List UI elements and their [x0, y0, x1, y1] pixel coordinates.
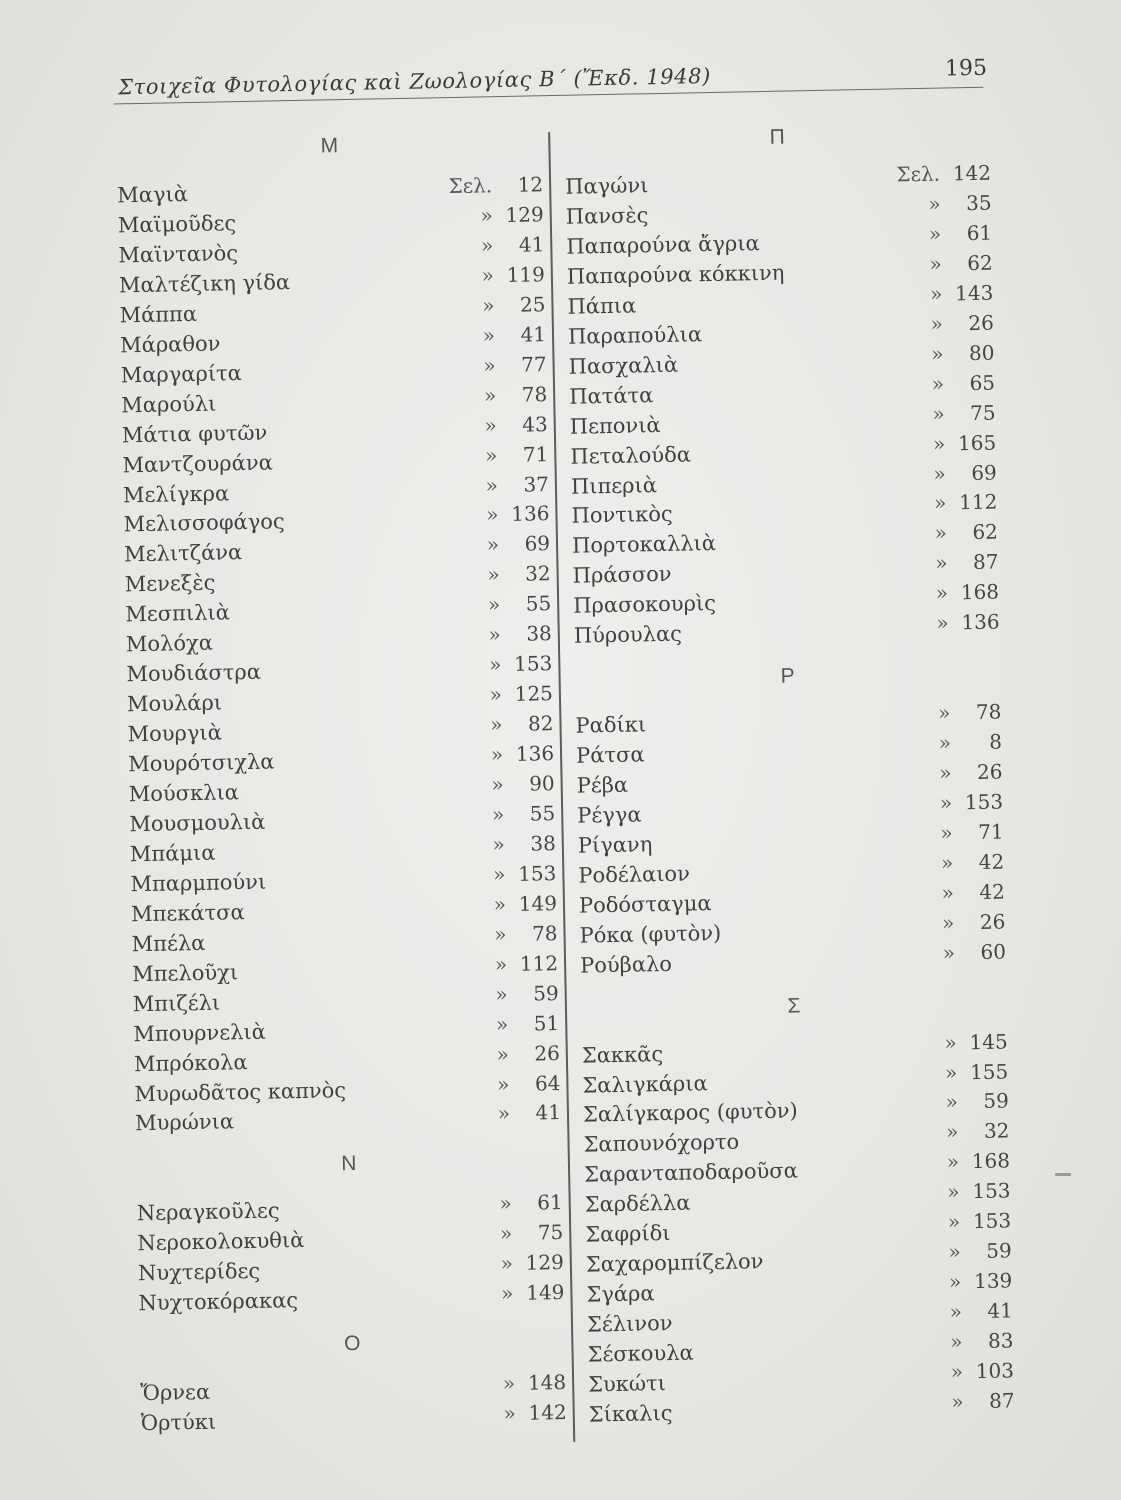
index-term: Πανσὲς: [565, 203, 649, 229]
index-term: Μαλτέζικη γίδα: [118, 269, 291, 298]
ditto-mark: »: [495, 1011, 509, 1036]
ditto-mark: »: [937, 700, 951, 725]
ditto-mark: »: [484, 442, 498, 467]
index-term: Μπέλα: [131, 930, 206, 957]
ditto-mark: »: [928, 221, 942, 246]
page-ref-number: 38: [530, 830, 557, 856]
index-term: Νεραγκοῦλες: [136, 1198, 280, 1226]
page-ref-number: 41: [535, 1100, 562, 1125]
index-term: Μάραθον: [119, 331, 221, 358]
section-letter-heading: Μ: [320, 134, 339, 158]
ditto-mark: »: [938, 730, 952, 755]
ditto-mark: »: [939, 790, 953, 815]
section-letter-heading: Π: [769, 125, 786, 149]
index-term: Πάπια: [567, 293, 637, 319]
index-term: Νυχτοκόρακας: [138, 1288, 299, 1316]
index-term: Μουδιάστρα: [126, 659, 262, 687]
index-term: Μυρώνια: [134, 1109, 235, 1136]
margin-mark: [1055, 1173, 1071, 1176]
index-term: Πεταλούδα: [570, 441, 692, 469]
ditto-mark: »: [945, 1089, 959, 1115]
index-term: Μάππα: [119, 301, 198, 328]
page-ref-number: 41: [518, 232, 545, 257]
index-term: Μεσπιλιὰ: [125, 600, 231, 627]
index-term: Ραδίκι: [575, 712, 647, 738]
page-ref-number: 43: [522, 411, 548, 437]
index-term: Σαφρίδι: [585, 1221, 671, 1247]
index-term: Μπεκάτσα: [130, 899, 245, 927]
page-ref-number: 60: [980, 939, 1007, 964]
index-term: Μαϊμοῦδες: [117, 211, 237, 238]
index-term: Μαγιὰ: [117, 182, 189, 208]
index-term: Σαλιγκάρια: [582, 1070, 708, 1098]
ditto-mark: »: [932, 401, 945, 426]
ditto-mark: »: [491, 772, 504, 797]
index-term: Μπρόκολα: [133, 1049, 248, 1076]
page-ref-number: 129: [525, 1250, 565, 1275]
index-term: Σέλινον: [586, 1311, 673, 1337]
index-term: Πασχαλιὰ: [568, 352, 679, 379]
ditto-mark: »: [941, 910, 955, 935]
page-ref-number: 26: [979, 909, 1006, 934]
index-term: Μελιτζάνα: [123, 540, 243, 567]
ditto-mark: »: [493, 891, 507, 917]
index-term: Νεροκολοκυθιὰ: [137, 1228, 305, 1256]
page-ref-number: 41: [520, 321, 547, 347]
ditto-mark: »: [494, 921, 507, 947]
ditto-mark: »: [949, 1299, 963, 1324]
index-term: Ρέβα: [576, 772, 629, 798]
ditto-mark: »: [947, 1209, 961, 1234]
index-term: Μενεξὲς: [124, 570, 216, 597]
section-letter-heading: Ρ: [780, 664, 795, 688]
index-term: Ποντικὸς: [571, 502, 673, 529]
index-term: Μουλάρι: [126, 690, 223, 717]
index-term: Ροδόσταγμα: [578, 890, 712, 918]
index-term: Σαπουνόχορτο: [583, 1130, 740, 1158]
index-term: Μπιζέλι: [132, 990, 221, 1016]
page-ref-number: 75: [969, 400, 996, 425]
ditto-mark: »: [946, 1149, 960, 1174]
index-term: Πιπεριὰ: [570, 472, 658, 499]
ditto-mark: »: [928, 191, 941, 216]
page-ref-label: Σελ.: [448, 173, 493, 199]
ditto-mark: »: [934, 520, 948, 546]
ditto-mark: »: [488, 652, 502, 677]
ditto-mark: »: [929, 281, 943, 306]
ditto-mark: »: [930, 311, 944, 336]
index-term: Μουργιὰ: [127, 720, 223, 747]
index-term: Ὀρτύκι: [140, 1409, 217, 1436]
page-ref-number: 148: [527, 1370, 567, 1395]
ditto-mark: »: [500, 1251, 514, 1276]
page-ref-number: 59: [983, 1088, 1010, 1114]
index-term: Παπαρούνα κόκκινη: [566, 260, 785, 289]
page-ref-number: 90: [528, 771, 555, 796]
page-ref-number: 149: [518, 890, 558, 916]
ditto-mark: »: [481, 263, 495, 288]
page-ref-number: 42: [979, 879, 1006, 904]
ditto-mark: »: [932, 431, 946, 456]
ditto-mark: »: [483, 382, 497, 408]
ditto-mark: »: [951, 1389, 964, 1414]
page-ref-number: 82: [527, 711, 554, 736]
section-letter-heading: Ο: [343, 1332, 361, 1356]
page-ref-number: 112: [958, 489, 998, 515]
page-ref-number: 136: [515, 741, 555, 766]
section-letter-heading: Ν: [341, 1152, 357, 1176]
index-term: Μυρωδᾶτος καπνὸς: [134, 1077, 347, 1106]
ditto-mark: »: [490, 742, 504, 767]
page-ref-number: 168: [960, 579, 1000, 605]
ditto-mark: »: [483, 352, 496, 378]
page-ref-number: 71: [522, 441, 549, 467]
index-term: Μπαρμπούνι: [130, 869, 267, 897]
index-term: Σίκαλις: [588, 1400, 673, 1427]
page-ref-number: 153: [517, 860, 557, 886]
index-term: Μελίγκρα: [122, 480, 230, 507]
ditto-mark: »: [486, 532, 500, 557]
page-ref-number: 8: [988, 729, 1003, 754]
index-term: Πορτοκαλλιὰ: [571, 531, 717, 559]
page-ref-number: 25: [519, 291, 546, 317]
page-ref-number: 153: [513, 651, 553, 677]
index-term: Ράτσα: [575, 742, 645, 768]
page-ref-number: 143: [954, 280, 994, 306]
page-ref-number: 78: [521, 381, 548, 407]
index-term: Ρούβαλο: [579, 951, 673, 978]
page-ref-number: 119: [506, 262, 546, 287]
page-ref-number: 61: [966, 220, 993, 245]
ditto-mark: »: [500, 1281, 514, 1306]
page-ref-number: 62: [967, 250, 993, 275]
page-ref-number: 168: [971, 1148, 1011, 1174]
page-ref-number: 139: [973, 1268, 1013, 1294]
ditto-mark: »: [484, 412, 497, 437]
index-term: Μούσκλια: [128, 780, 240, 807]
index-term: Σαλίγκαρος (φυτὸν): [582, 1098, 798, 1128]
ditto-mark: »: [496, 1041, 510, 1066]
ditto-mark: »: [499, 1191, 512, 1216]
ditto-mark: »: [944, 1029, 957, 1055]
ditto-mark: »: [492, 861, 506, 887]
page-ref-number: 87: [972, 549, 999, 575]
ditto-mark: »: [488, 622, 501, 647]
ditto-mark: »: [950, 1359, 964, 1384]
page-ref-number: 142: [528, 1399, 567, 1425]
index-term: Ρίγανη: [577, 832, 653, 858]
ditto-mark: »: [929, 251, 942, 276]
page-ref-number: 87: [988, 1388, 1015, 1413]
ditto-mark: »: [940, 850, 954, 875]
index-term: Μουρότσιχλα: [127, 749, 275, 777]
index-term: Μπουρνελιὰ: [133, 1019, 267, 1046]
page-ref-number: 78: [531, 920, 558, 946]
index-term: Μουσμουλιὰ: [129, 809, 266, 837]
ditto-mark: »: [497, 1101, 511, 1126]
page-number: 195: [944, 55, 988, 82]
index-term: Σαρανταποδαροῦσα: [583, 1158, 799, 1187]
ditto-mark: »: [948, 1239, 961, 1264]
ditto-mark: »: [480, 203, 493, 228]
ditto-mark: »: [935, 580, 949, 606]
index-term: Παγώνι: [564, 173, 649, 199]
page-ref-number: 59: [986, 1238, 1012, 1264]
page-ref-number: 69: [524, 531, 551, 557]
page-ref-number: 142: [952, 160, 992, 186]
ditto-mark: »: [930, 341, 944, 366]
page-ref-number: 153: [964, 789, 1004, 815]
index-term: Νυχτερίδες: [137, 1259, 261, 1286]
page-ref-number: 165: [957, 430, 997, 455]
ditto-mark: »: [944, 1059, 958, 1085]
ditto-mark: »: [489, 682, 503, 707]
ditto-mark: »: [949, 1329, 963, 1354]
ditto-mark: »: [933, 461, 946, 486]
ditto-mark: »: [487, 562, 500, 587]
index-term: Παπαρούνα ἄγρια: [566, 230, 760, 259]
index-term: Πρασοκουρὶς: [573, 591, 717, 619]
page-ref-number: 26: [976, 759, 1003, 784]
index-term: Πύρουλας: [573, 621, 683, 648]
index-term: Μελισσοφάγος: [123, 509, 285, 537]
ditto-mark: »: [502, 1370, 516, 1396]
page-ref-number: 155: [969, 1058, 1009, 1084]
index-term: Παραπούλια: [567, 321, 703, 349]
page-ref-number: 77: [520, 351, 547, 377]
index-term: Μολόχα: [125, 630, 214, 657]
ditto-mark: »: [485, 502, 499, 527]
index-term: Μαρούλι: [121, 391, 217, 417]
ditto-mark: »: [948, 1269, 962, 1294]
page-ref-number: 80: [968, 340, 995, 365]
page-ref-number: 83: [987, 1328, 1014, 1353]
index-term: Σαχαρομπίζελον: [585, 1249, 764, 1277]
index-term: Μαργαρίτα: [120, 360, 243, 388]
ditto-mark: »: [931, 371, 945, 396]
page-ref-number: 26: [968, 310, 995, 335]
page-ref-number: 75: [537, 1220, 564, 1245]
ditto-mark: »: [939, 760, 952, 785]
index-term: Μάτια φυτῶν: [121, 420, 268, 447]
ditto-mark: »: [499, 1221, 513, 1246]
page-ref-number: 145: [969, 1029, 1008, 1054]
ditto-mark: »: [491, 802, 505, 827]
page-ref-number: 125: [514, 681, 554, 706]
page-ref-number: 35: [965, 190, 992, 216]
index-term: Ροδέλαιον: [578, 861, 691, 888]
index-term: Συκώτι: [587, 1371, 667, 1397]
ditto-mark: »: [942, 940, 956, 965]
index-term: Ρέγγα: [577, 802, 642, 828]
page-ref-number: 26: [534, 1040, 561, 1066]
page-ref-label: Σελ.: [896, 161, 941, 187]
page-ref-number: 71: [977, 819, 1004, 844]
page-ref-number: 64: [534, 1070, 561, 1096]
index-term: Πράσσον: [572, 562, 672, 589]
page-ref-number: 69: [971, 460, 997, 485]
index-term: Ὄρνεα: [140, 1379, 211, 1406]
page-ref-number: 136: [511, 501, 550, 527]
page-ref-number: 62: [972, 519, 999, 545]
ditto-mark: »: [933, 490, 947, 516]
index-term: Μπάμια: [129, 840, 216, 867]
page-ref-number: 136: [961, 609, 1000, 635]
section-letter-heading: Σ: [787, 994, 801, 1018]
ditto-mark: »: [941, 880, 955, 905]
page-ref-number: 78: [975, 699, 1002, 725]
page-ref-number: 103: [975, 1358, 1015, 1384]
index-term: Σαρδέλλα: [584, 1190, 691, 1217]
ditto-mark: »: [495, 981, 508, 1006]
ditto-mark: »: [945, 1119, 959, 1145]
ditto-mark: »: [940, 820, 953, 845]
index-term: Μαντζουράνα: [122, 450, 273, 477]
ditto-mark: »: [494, 951, 508, 976]
index-term: Ρόκα (φυτὸν): [579, 920, 722, 948]
page-ref-number: 61: [537, 1190, 563, 1215]
index-term: Πατάτα: [568, 382, 654, 409]
page-ref-number: 129: [505, 202, 544, 227]
ditto-mark: »: [492, 831, 506, 857]
ditto-mark: »: [496, 1071, 510, 1096]
ditto-mark: »: [935, 550, 948, 576]
index-term: Σέσκουλα: [587, 1340, 694, 1367]
ditto-mark: »: [480, 233, 494, 258]
page-ref-number: 149: [525, 1280, 565, 1305]
ditto-mark: »: [482, 322, 496, 348]
ditto-mark: »: [481, 292, 495, 318]
page-ref-number: 32: [524, 561, 551, 586]
index-term: Μαϊντανὸς: [118, 240, 239, 268]
page-ref-number: 65: [969, 370, 996, 395]
page-ref-number: 51: [533, 1010, 560, 1036]
ditto-mark: »: [936, 610, 949, 635]
ditto-mark: »: [487, 592, 501, 617]
page-ref-number: 153: [972, 1208, 1012, 1234]
page-ref-number: 38: [526, 621, 552, 646]
page-ref-number: 59: [532, 980, 559, 1006]
ditto-mark: »: [947, 1179, 960, 1204]
page-ref-number: 41: [987, 1298, 1014, 1323]
ditto-mark: »: [503, 1400, 516, 1426]
page-ref-number: 55: [525, 591, 552, 616]
page-ref-number: 55: [529, 801, 556, 826]
page-ref-number: 42: [978, 849, 1005, 874]
index-term: Σακκᾶς: [581, 1041, 664, 1068]
page-ref-number: 32: [983, 1118, 1010, 1144]
running-head-title: Στοιχεῖα Φυτολογίας καὶ Ζωολογίας Β΄ (Ἔκδ. 1948): [117, 63, 712, 100]
index-term: Σγάρα: [586, 1281, 655, 1307]
page-ref-number: 112: [519, 950, 559, 976]
ditto-mark: »: [490, 712, 503, 737]
page-ref-number: 153: [972, 1178, 1011, 1204]
ditto-mark: »: [485, 472, 499, 497]
page-ref-number: 37: [523, 471, 550, 497]
index-term: Μπελοῦχι: [131, 959, 239, 986]
index-term: Πεπονιὰ: [569, 412, 661, 439]
page-ref-number: 12: [517, 172, 544, 197]
